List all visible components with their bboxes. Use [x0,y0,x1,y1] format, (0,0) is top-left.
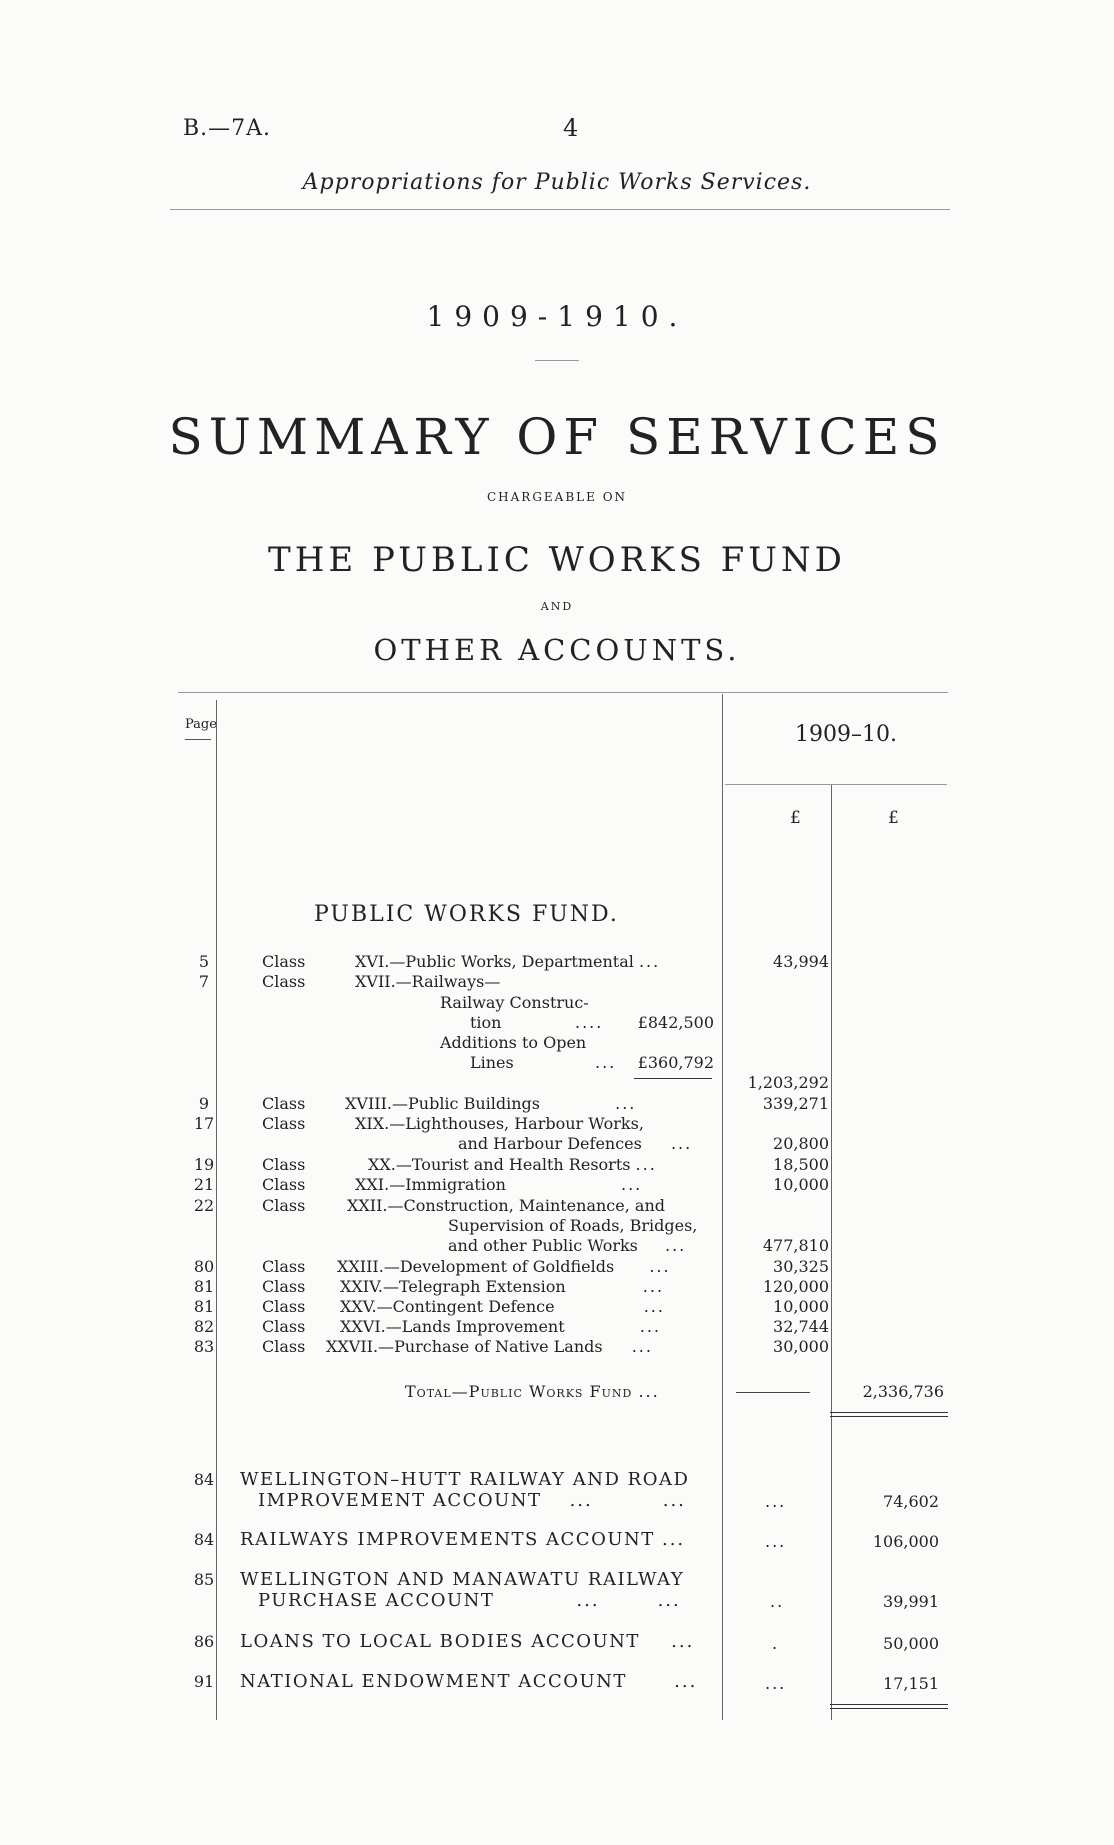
account-amount: 17,151 [883,1674,939,1693]
row-class-number: XXIV.—Telegraph Extension ... [340,1277,665,1296]
running-title: Appropriations for Public Works Services. [302,170,812,195]
row-amount: 10,000 [773,1175,829,1194]
row-amount: 20,800 [773,1134,829,1153]
year-column-header: 1909–10. [795,722,897,747]
amount-column-rule [722,694,723,1720]
account-page: 84 [193,1530,215,1549]
row-class: Class [262,1277,306,1296]
page-number: 4 [563,114,579,142]
railway-construction-amount: £842,500 [637,1013,714,1032]
total-public-works-fund-label: Total—Public Works Fund ... [405,1382,660,1401]
row-class: Class [262,972,306,991]
total-dash [736,1392,810,1393]
construction-desc-cont2: and other Public Works ... [448,1236,687,1255]
total-double-rule-bottom [830,1416,948,1417]
account-amount: 74,602 [883,1492,939,1511]
page-header-underline [185,739,211,740]
page-column-header: Page [185,717,217,732]
row-amount: 30,000 [773,1337,829,1356]
account-name: WELLINGTON–HUTT RAILWAY AND ROAD [240,1469,690,1490]
subtotal-column-rule [831,784,832,1720]
row-class: Class [262,1094,306,1113]
row-class: Class [262,952,306,971]
account-name: LOANS TO LOCAL BODIES ACCOUNT ... [240,1631,695,1652]
fiscal-year: 1909-1910. [426,300,688,333]
account-page: 86 [193,1632,215,1651]
table-top-rule [178,692,948,693]
row-class-number: XVI.—Public Works, Departmental ... [355,952,661,971]
row-amount: 30,325 [773,1257,829,1276]
account-amount: 39,991 [883,1592,939,1611]
account-col1-dots: ... [765,1492,787,1511]
lighthouse-desc-cont: and Harbour Defences ... [458,1134,693,1153]
public-works-fund-section-title: PUBLIC WORKS FUND. [314,902,619,927]
account-name: WELLINGTON AND MANAWATU RAILWAY [240,1569,685,1590]
row-page: 82 [193,1317,215,1336]
railways-subtotal-rule [634,1078,712,1079]
row-page: 17 [193,1114,215,1133]
row-amount: 10,000 [773,1297,829,1316]
row-page: 80 [193,1257,215,1276]
additions-dots: ... [595,1053,617,1072]
railway-construction-dots: .... [575,1013,604,1032]
row-class: Class [262,1257,306,1276]
row-page: 21 [193,1175,215,1194]
header-rule [170,209,950,210]
row-class: Class [262,1155,306,1174]
row-class-number: XXVI.—Lands Improvement ... [340,1317,662,1336]
account-amount: 50,000 [883,1634,939,1653]
row-class: Class [262,1196,306,1215]
summary-heading: SUMMARY OF SERVICES [168,408,946,466]
railway-construction-label: Railway Construc- [440,993,589,1012]
year-header-rule [725,784,947,785]
account-page: 84 [193,1470,215,1489]
row-amount: 32,744 [773,1317,829,1336]
row-class-number: XVIII.—Public Buildings ... [345,1094,637,1113]
row-page: 81 [193,1297,215,1316]
additions-label: Additions to Open [440,1033,587,1052]
row-class-number: XXV.—Contingent Defence ... [340,1297,665,1316]
account-name-cont: IMPROVEMENT ACCOUNT ... ... [258,1490,686,1511]
row-page: 83 [193,1337,215,1356]
account-col1-dots: . [772,1634,780,1653]
account-page: 85 [193,1570,215,1589]
chargeable-subheading: CHARGEABLE ON [486,490,628,504]
document-reference: B.—7A. [183,116,272,141]
account-name: RAILWAYS IMPROVEMENTS ACCOUNT ... [240,1529,686,1550]
row-class-number: XX.—Tourist and Health Resorts ... [368,1155,657,1174]
row-page: 5 [198,952,210,971]
construction-desc-cont1: Supervision of Roads, Bridges, [448,1216,698,1235]
account-page: 91 [193,1672,215,1691]
railway-construction-label-cont: tion [470,1013,502,1032]
row-class: Class [262,1297,306,1316]
row-amount: 477,810 [762,1236,829,1255]
additions-amount: £360,792 [637,1053,714,1072]
account-name: NATIONAL ENDOWMENT ACCOUNT ... [240,1671,698,1692]
additions-label-cont: Lines [470,1053,514,1072]
total-double-rule-top [830,1412,948,1413]
row-page: 81 [193,1277,215,1296]
row-page: 22 [193,1196,215,1215]
currency-symbol-1: £ [790,808,801,828]
other-accounts-heading: OTHER ACCOUNTS. [373,633,741,667]
row-page: 7 [198,972,210,991]
total-public-works-fund-amount: 2,336,736 [862,1382,944,1401]
currency-symbol-2: £ [888,808,899,828]
row-class: Class [262,1175,306,1194]
row-class: Class [262,1317,306,1336]
and-subheading: AND [540,600,574,613]
row-class-number: XXII.—Construction, Maintenance, and [347,1196,665,1215]
row-class: Class [262,1337,306,1356]
row-class-number: XVII.—Railways— [355,972,501,991]
final-double-rule-bottom [830,1708,948,1709]
final-double-rule-top [830,1704,948,1705]
fund-heading: THE PUBLIC WORKS FUND [268,540,846,580]
railways-total-amount: 1,203,292 [747,1073,829,1092]
row-amount: 18,500 [773,1155,829,1174]
row-amount: 339,271 [762,1094,829,1113]
row-class-number: XXI.—Immigration ... [355,1175,643,1194]
row-class-number: XXVII.—Purchase of Native Lands ... [326,1337,653,1356]
row-class: Class [262,1114,306,1133]
account-name-cont: PURCHASE ACCOUNT ... ... [258,1590,681,1611]
short-rule [535,360,579,361]
account-col1-dots: .. [770,1592,785,1611]
account-amount: 106,000 [872,1532,939,1551]
row-class-number: XIX.—Lighthouses, Harbour Works, [355,1114,644,1133]
row-class-number: XXIII.—Development of Goldfields ... [337,1257,671,1276]
row-amount: 120,000 [762,1277,829,1296]
row-amount: 43,994 [773,952,829,971]
row-page: 9 [198,1094,210,1113]
account-col1-dots: ... [765,1532,787,1551]
account-col1-dots: ... [765,1674,787,1693]
row-page: 19 [193,1155,215,1174]
